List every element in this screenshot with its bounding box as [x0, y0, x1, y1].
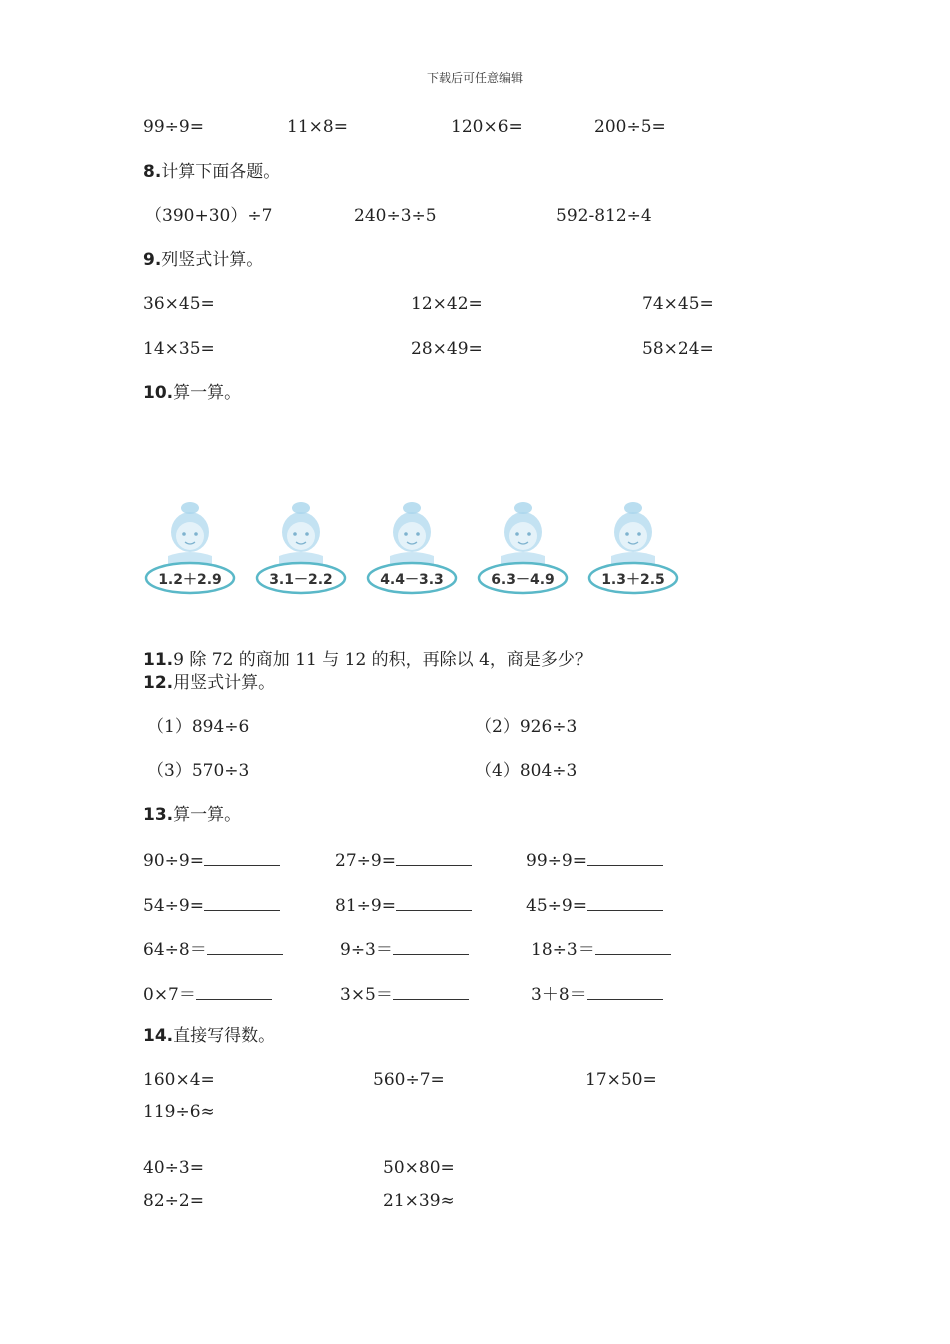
question-number: 13. — [143, 805, 174, 825]
card-expression: 1.3＋2.5 — [601, 572, 665, 588]
expression: 99÷9= — [143, 117, 204, 137]
question-number: 8. — [143, 162, 162, 182]
expression: 592-812÷4 — [556, 206, 652, 226]
problem-card — [477, 498, 569, 602]
answer-blank[interactable] — [396, 851, 472, 866]
expression: 160×4= — [143, 1070, 215, 1090]
fill-in-item — [143, 896, 280, 915]
question-number: 11. — [143, 650, 174, 670]
card-expression: 4.4－3.3 — [380, 572, 444, 588]
answer-blank[interactable] — [587, 896, 663, 911]
expression: 17×50= — [585, 1070, 657, 1090]
expression: （3）570÷3 — [147, 761, 250, 781]
expression: （4）804÷3 — [475, 761, 578, 781]
fill-in-item — [335, 851, 472, 870]
fill-in-item — [340, 940, 469, 959]
expression: 58×24= — [642, 339, 714, 359]
question-12-title — [143, 675, 275, 692]
expression: 74×45= — [642, 294, 714, 314]
page-header: 下载后可任意编辑 — [426, 71, 523, 85]
card-expression: 1.2＋2.9 — [158, 572, 222, 588]
problem-card — [144, 498, 236, 602]
problem-card — [587, 498, 679, 602]
expression: 45÷9= — [526, 896, 587, 916]
question-number: 10. — [143, 383, 174, 403]
question-text: 算一算。 — [173, 383, 242, 403]
fill-in-item — [526, 851, 663, 870]
question-number: 12. — [143, 673, 174, 693]
expression: 240÷3÷5 — [354, 206, 437, 226]
fill-in-item — [531, 940, 671, 959]
question-number: 14. — [143, 1026, 174, 1046]
expression: 82÷2= — [143, 1191, 204, 1211]
question-text: 用竖式计算。 — [173, 673, 276, 693]
expression: 90÷9= — [143, 851, 204, 871]
question-8-title — [143, 164, 280, 181]
expression: 3×5＝ — [340, 985, 393, 1005]
answer-blank[interactable] — [396, 896, 472, 911]
answer-blank[interactable] — [196, 985, 272, 1000]
expression: 64÷8＝ — [143, 940, 207, 960]
question-text: 算一算。 — [173, 805, 242, 825]
expression: 200÷5= — [594, 117, 666, 137]
expression: （1）894÷6 — [147, 717, 250, 737]
card-expression: 6.3－4.9 — [491, 572, 555, 588]
expression: 40÷3= — [143, 1158, 204, 1178]
question-text: 计算下面各题。 — [161, 162, 281, 182]
expression: 3＋8＝ — [531, 985, 587, 1005]
expression: 36×45= — [143, 294, 215, 314]
question-text: 直接写得数。 — [173, 1026, 276, 1046]
problem-card — [366, 498, 458, 602]
expression: 50×80= — [383, 1158, 455, 1178]
question-9-title — [143, 252, 263, 269]
expression: （2）926÷3 — [475, 717, 578, 737]
fill-in-item — [340, 985, 469, 1004]
expression: 0×7＝ — [143, 985, 196, 1005]
answer-blank[interactable] — [595, 940, 671, 955]
question-14-title — [143, 1028, 275, 1045]
expression: 14×35= — [143, 339, 215, 359]
expression: 99÷9= — [526, 851, 587, 871]
fill-in-item — [531, 985, 663, 1004]
answer-blank[interactable] — [204, 851, 280, 866]
expression: 18÷3＝ — [531, 940, 595, 960]
fill-in-item — [143, 940, 283, 959]
fill-in-item — [143, 985, 272, 1004]
expression: 9÷3＝ — [340, 940, 393, 960]
expression: 81÷9= — [335, 896, 396, 916]
expression: 54÷9= — [143, 896, 204, 916]
expression: 560÷7= — [373, 1070, 445, 1090]
question-11 — [143, 652, 592, 669]
answer-blank[interactable] — [587, 851, 663, 866]
expression: 28×49= — [411, 339, 483, 359]
expression: 120×6= — [451, 117, 523, 137]
answer-blank[interactable] — [587, 985, 663, 1000]
expression: 12×42= — [411, 294, 483, 314]
expression: （390+30）÷7 — [145, 206, 273, 226]
fill-in-item — [526, 896, 663, 915]
expression: 21×39≈ — [383, 1191, 455, 1211]
answer-blank[interactable] — [393, 940, 469, 955]
question-text: 列竖式计算。 — [161, 250, 264, 270]
question-text: 9 除 72 的商加 11 与 12 的积，再除以 4，商是多少？ — [173, 650, 592, 670]
fill-in-item — [143, 851, 280, 870]
question-number: 9. — [143, 250, 162, 270]
question-10-title — [143, 385, 241, 402]
expression: 11×8= — [287, 117, 348, 137]
answer-blank[interactable] — [204, 896, 280, 911]
fill-in-item — [335, 896, 472, 915]
answer-blank[interactable] — [207, 940, 283, 955]
expression: 119÷6≈ — [143, 1102, 215, 1122]
problem-card — [255, 498, 347, 602]
answer-blank[interactable] — [393, 985, 469, 1000]
expression: 27÷9= — [335, 851, 396, 871]
card-expression: 3.1－2.2 — [269, 572, 333, 588]
question-13-title — [143, 807, 241, 824]
